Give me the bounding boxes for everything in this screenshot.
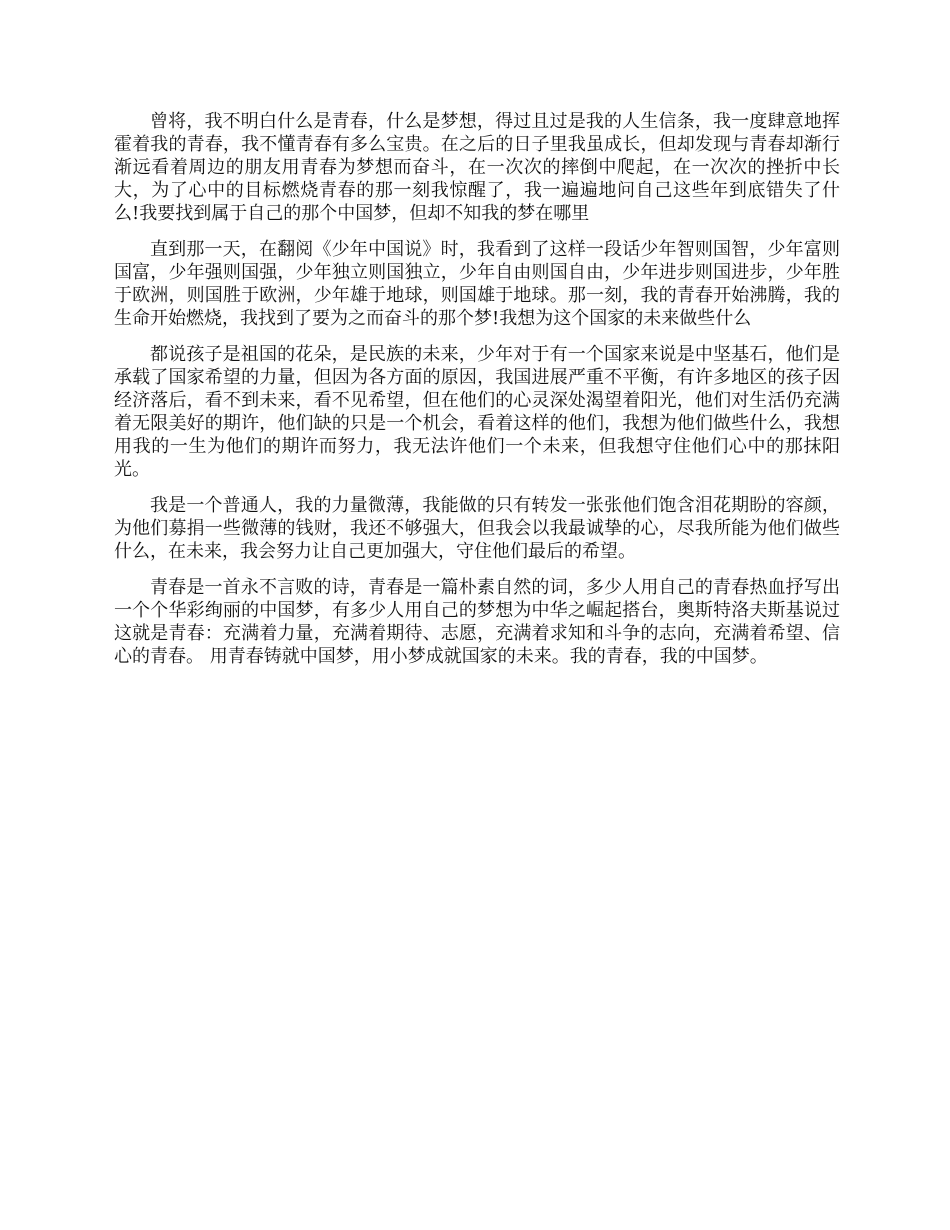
paragraph-3: 都说孩子是祖国的花朵，是民族的未来，少年对于有一个国家来说是中坚基石，他们是承载了国家希望的力量，但因为各方面的原因，我国进展严重不平衡，有许多地区的孩子因经济落后，看不到未来，看不见希望，但在他们的心灵深处渴望着阳光，他们对生活仍充满着无限美好的期许，他们缺的只是一个机会，看着这样的他们，我想为他们做些什么，我想用我的一生为他们的期许而努力，我无法许他们一个未来，但我想守住他们心中的那抹阳光。 bbox=[114, 344, 840, 480]
document-body bbox=[114, 110, 840, 681]
paragraph-1: 曾将，我不明白什么是青春，什么是梦想，得过且过是我的人生信条，我一度肆意地挥霍着我的青春，我不懂青春有多么宝贵。在之后的日子里我虽成长，但却发现与青春却渐行渐远看着周边的朋友用青春为梦想而奋斗，在一次次的摔倒中爬起，在一次次的挫折中长大，为了心中的目标燃烧青春的那一刻我惊醒了，我一遍遍地问自己这些年到底错失了什么!我要找到属于自己的那个中国梦，但却不知我的梦在哪里 bbox=[114, 111, 840, 224]
paragraph-2: 直到那一天，在翻阅《少年中国说》时，我看到了这样一段话少年智则国智，少年富则国富，少年强则国强，少年独立则国独立，少年自由则国自由，少年进步则国进步，少年胜于欧洲，则国胜于欧洲，少年雄于地球，则国雄于地球。那一刻，我的青春开始沸腾，我的生命开始燃烧，我找到了要为之而奋斗的那个梦!我想为这个国家的未来做些什么 bbox=[114, 239, 840, 329]
paragraph-5: 青春是一首永不言败的诗，青春是一篇朴素自然的词，多少人用自己的青春热血抒写出一个个华彩绚丽的中国梦，有多少人用自己的梦想为中华之崛起搭台，奥斯特洛夫斯基说过这就是青春：充满着力量，充满着期待、志愿，充满着求知和斗争的志向，充满着希望、信心的青春。 用青春铸就中国梦，用小梦成就国家的未来。我的青春，我的中国梦。 bbox=[114, 577, 840, 667]
paragraph-4: 我是一个普通人，我的力量微薄，我能做的只有转发一张张他们饱含泪花期盼的容颜，为他们募捐一些微薄的钱财，我还不够强大，但我会以我最诚挚的心，尽我所能为他们做些什么，在未来，我会努力让自己更加强大，守住他们最后的希望。 bbox=[114, 495, 840, 562]
